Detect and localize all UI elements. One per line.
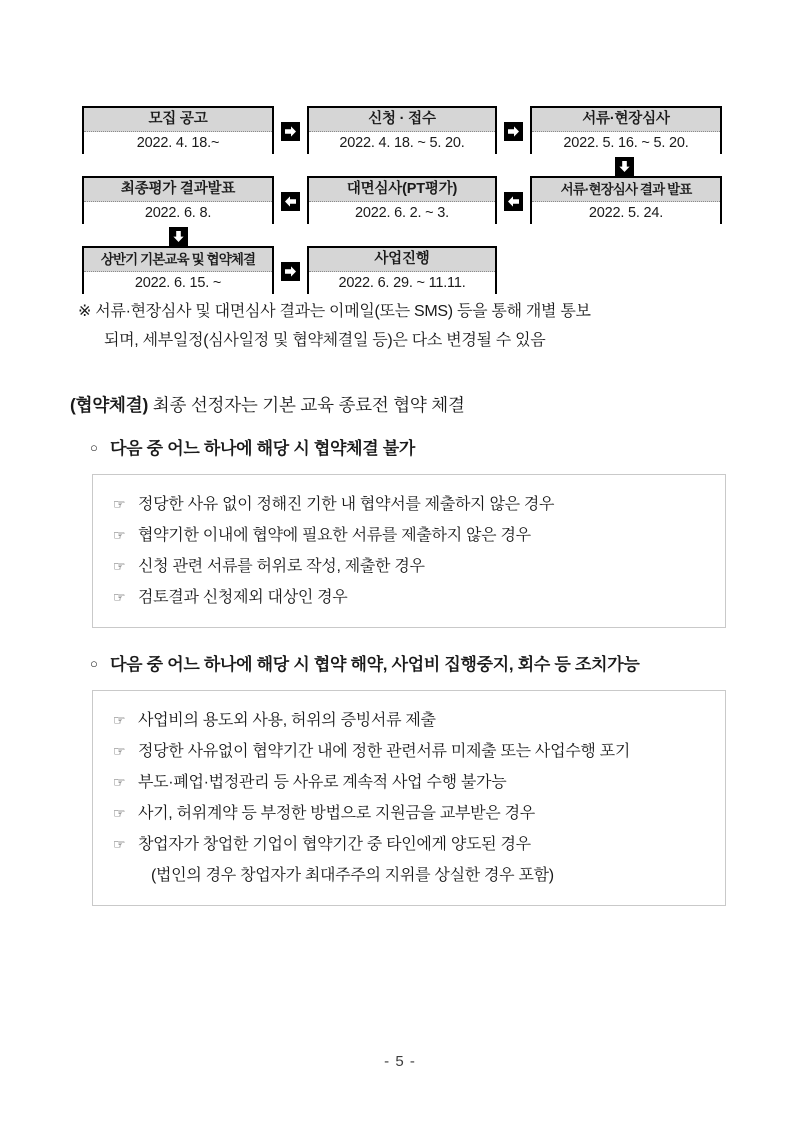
pointing-hand-icon: ☞ <box>113 836 126 852</box>
pointing-hand-icon: ☞ <box>113 527 126 543</box>
list-item <box>113 489 707 520</box>
list-box-agreement-termination <box>92 690 726 906</box>
list-item <box>113 582 707 613</box>
connector-1 <box>274 106 307 156</box>
flow-node-review-result-announcement <box>530 176 722 224</box>
note-text-line-1: 서류·현장심사 및 대면심사 결과는 이메일(또는 SMS) 등을 통해 개별 통보 <box>95 303 591 320</box>
list-item-text: 검토결과 신청제외 대상인 경우 <box>138 589 348 606</box>
list-item-text: 부도·폐업·법정관리 등 사유로 계속적 사업 수행 불가능 <box>138 774 507 791</box>
schedule-note <box>78 297 728 355</box>
connector-5 <box>274 246 307 296</box>
list-item-continuation: (법인의 경우 창업자가 최대주주의 지위를 상실한 경우 포함) <box>151 867 554 884</box>
arrow-down-icon <box>615 157 634 176</box>
node-date: 2022. 6. 29. ~ 11.11. <box>309 272 495 294</box>
node-title: 사업진행 <box>309 248 495 272</box>
node-title: 대면심사(PT평가) <box>309 178 495 202</box>
pointing-hand-icon: ☞ <box>113 589 126 605</box>
subheading-text: 다음 중 어느 하나에 해당 시 협약 해약, 사업비 집행중지, 회수 등 조치가능 <box>110 655 640 674</box>
flow-node-interview-pt-evaluation <box>307 176 497 224</box>
node-date: 2022. 5. 16. ~ 5. 20. <box>532 132 720 154</box>
node-date: 2022. 5. 24. <box>532 202 720 224</box>
flow-node-final-evaluation-result <box>82 176 274 224</box>
list-item-text: 정당한 사유없이 협약기간 내에 정한 관련서류 미제출 또는 사업수행 포기 <box>138 743 630 760</box>
node-title: 서류·현장심사 <box>532 108 720 132</box>
arrow-left-icon <box>281 192 300 211</box>
flow-node-recruitment-notice <box>82 106 274 154</box>
node-box <box>82 246 274 294</box>
node-date: 2022. 6. 2. ~ 3. <box>309 202 495 224</box>
node-title: 최종평가 결과발표 <box>84 178 272 202</box>
list-item-text: 협약기한 이내에 협약에 필요한 서류를 제출하지 않은 경우 <box>138 527 531 544</box>
node-box <box>307 176 497 224</box>
subheading-agreement-termination <box>90 650 639 675</box>
node-date: 2022. 6. 8. <box>84 202 272 224</box>
node-box <box>82 176 274 224</box>
flowchart-gap-1 <box>82 156 722 176</box>
node-title: 신청 · 접수 <box>309 108 495 132</box>
node-date: 2022. 6. 15. ~ <box>84 272 272 294</box>
node-date: 2022. 4. 18. ~ 5. 20. <box>309 132 495 154</box>
list-item-text: 사기, 허위계약 등 부정한 방법으로 지원금을 교부받은 경우 <box>138 805 535 822</box>
bullet-circle-icon: ○ <box>90 656 98 671</box>
node-box <box>530 106 722 154</box>
section-text: 최종 선정자는 기본 교육 종료전 협약 체결 <box>152 395 465 415</box>
pointing-hand-icon: ☞ <box>113 496 126 512</box>
process-flowchart <box>82 106 722 296</box>
connector-3 <box>274 176 307 226</box>
note-marker: ※ <box>78 303 92 320</box>
flow-node-basic-education-agreement <box>82 246 274 294</box>
list-item <box>113 736 707 767</box>
node-title: 서류·현장심사 결과 발표 <box>532 178 720 202</box>
arrow-down-icon <box>169 227 188 246</box>
list-item-text: 신청 관련 서류를 허위로 작성, 제출한 경우 <box>138 558 425 575</box>
node-date: 2022. 4. 18.~ <box>84 132 272 154</box>
pointing-hand-icon: ☞ <box>113 774 126 790</box>
list-item <box>113 520 707 551</box>
section-heading-agreement <box>70 392 465 417</box>
flowchart-row-3 <box>82 246 722 296</box>
list-item <box>113 829 707 860</box>
node-box <box>307 246 497 294</box>
list-box-agreement-denied <box>92 474 726 628</box>
list-item-text: 사업비의 용도외 사용, 허위의 증빙서류 제출 <box>138 712 436 729</box>
flowchart-row-2 <box>82 176 722 226</box>
list-item-text: 정당한 사유 없이 정해진 기한 내 협약서를 제출하지 않은 경우 <box>138 496 555 513</box>
list-item <box>113 798 707 829</box>
subheading-text: 다음 중 어느 하나에 해당 시 협약체결 불가 <box>110 439 416 458</box>
flow-node-project-execution <box>307 246 497 294</box>
pointing-hand-icon: ☞ <box>113 805 126 821</box>
note-line-1 <box>78 297 728 326</box>
flowchart-gap-2 <box>82 226 722 246</box>
list-item-text: 창업자가 창업한 기업이 협약기간 중 타인에게 양도된 경우 <box>138 836 531 853</box>
connector-4 <box>497 176 530 226</box>
subheading-agreement-denied <box>90 434 415 459</box>
list-item <box>113 705 707 736</box>
node-box <box>307 106 497 154</box>
connector-2 <box>497 106 530 156</box>
arrow-right-icon <box>504 122 523 141</box>
pointing-hand-icon: ☞ <box>113 558 126 574</box>
list-item <box>113 767 707 798</box>
arrow-right-icon <box>281 122 300 141</box>
pointing-hand-icon: ☞ <box>113 743 126 759</box>
pointing-hand-icon: ☞ <box>113 712 126 728</box>
flow-node-application-receipt <box>307 106 497 154</box>
node-box <box>530 176 722 224</box>
arrow-right-icon <box>281 262 300 281</box>
bullet-circle-icon: ○ <box>90 440 98 455</box>
node-title: 상반기 기본교육 및 협약체결 <box>84 248 272 272</box>
node-box <box>82 106 274 154</box>
arrow-left-icon <box>504 192 523 211</box>
node-title: 모집 공고 <box>84 108 272 132</box>
page-number: - 5 - <box>384 1053 416 1070</box>
section-label: (협약체결) <box>70 395 149 415</box>
note-text-line-2: 되며, 세부일정(심사일정 및 협약체결일 등)은 다소 변경될 수 있음 <box>104 332 546 349</box>
list-item <box>113 551 707 582</box>
flowchart-row-1 <box>82 106 722 156</box>
flow-node-document-site-review <box>530 106 722 154</box>
